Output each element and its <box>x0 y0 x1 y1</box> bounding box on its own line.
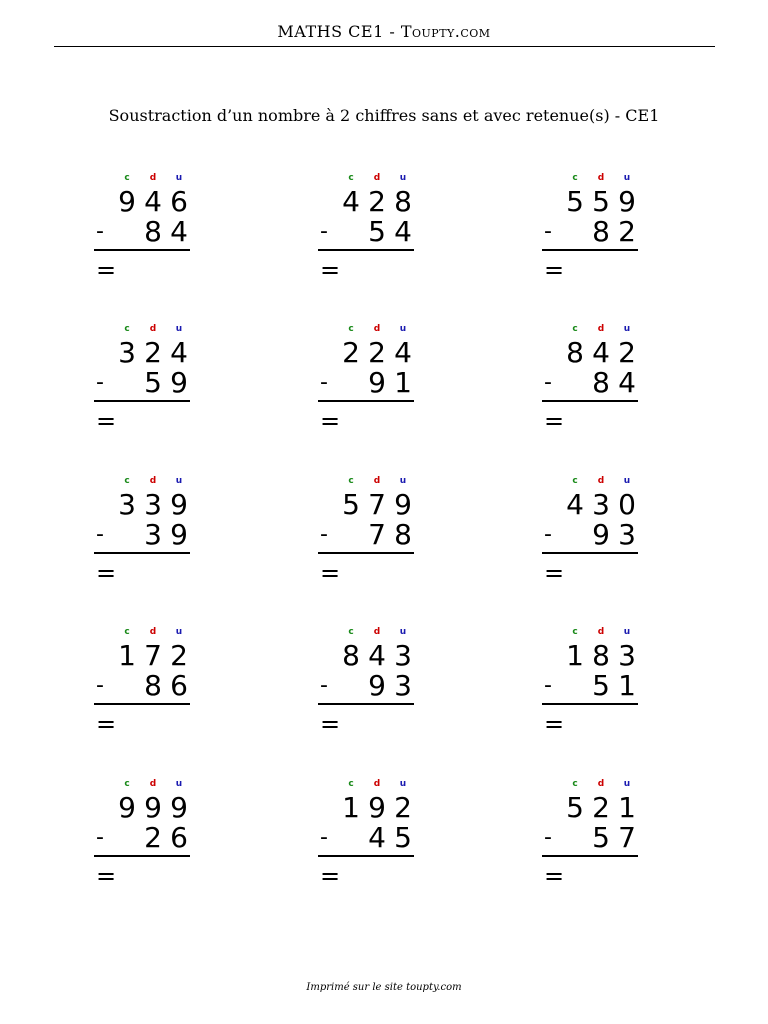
equals-sign: = <box>544 256 565 284</box>
place-label-c: c <box>124 627 130 637</box>
digit: 2 <box>342 336 360 369</box>
equals-sign: = <box>96 559 117 587</box>
digit: 7 <box>368 488 386 521</box>
digit: 3 <box>144 488 162 521</box>
digit: 3 <box>394 669 412 702</box>
digit: 6 <box>170 185 188 218</box>
result-line <box>318 855 414 857</box>
digit: 5 <box>566 185 584 218</box>
result-line <box>318 249 414 251</box>
place-label-c: c <box>348 324 354 334</box>
minuend <box>542 186 662 218</box>
result-line <box>94 249 190 251</box>
place-label-u: u <box>399 324 407 334</box>
place-value-labels <box>94 475 214 487</box>
place-value-labels <box>318 475 438 487</box>
digit: 9 <box>144 791 162 824</box>
digit: 8 <box>566 336 584 369</box>
subtrahend <box>542 519 662 551</box>
equals-sign: = <box>320 407 341 435</box>
equals-sign: = <box>320 710 341 738</box>
minuend <box>542 337 662 369</box>
digit: 4 <box>368 639 386 672</box>
digit: 4 <box>566 488 584 521</box>
minus-sign: - <box>544 522 552 547</box>
minuend <box>318 640 438 672</box>
digit: 4 <box>170 336 188 369</box>
place-label-u: u <box>623 476 631 486</box>
digit: 9 <box>368 669 386 702</box>
digit: 1 <box>618 669 636 702</box>
subtraction-problem <box>318 626 438 746</box>
subtraction-problem <box>318 172 438 292</box>
equals-sign: = <box>544 407 565 435</box>
place-value-labels <box>318 323 438 335</box>
digit: 5 <box>592 185 610 218</box>
place-label-u: u <box>399 779 407 789</box>
subtrahend <box>94 216 214 248</box>
digit: 2 <box>170 639 188 672</box>
minus-sign: - <box>96 673 104 698</box>
equals-sign: = <box>320 256 341 284</box>
result-line <box>318 703 414 705</box>
digit: 2 <box>144 336 162 369</box>
place-label-c: c <box>124 324 130 334</box>
digit: 5 <box>144 366 162 399</box>
subtraction-problem <box>542 778 662 898</box>
subtrahend <box>542 216 662 248</box>
equals-sign: = <box>96 407 117 435</box>
digit: 1 <box>618 791 636 824</box>
place-label-u: u <box>175 476 183 486</box>
place-label-c: c <box>124 779 130 789</box>
subtrahend <box>94 519 214 551</box>
minus-sign: - <box>320 370 328 395</box>
digit: 9 <box>170 791 188 824</box>
subtrahend <box>318 670 438 702</box>
digit: 3 <box>118 336 136 369</box>
digit: 4 <box>618 366 636 399</box>
place-label-u: u <box>175 324 183 334</box>
minuend <box>542 640 662 672</box>
digit: 2 <box>144 821 162 854</box>
place-value-labels <box>542 172 662 184</box>
place-label-d: d <box>149 324 157 334</box>
minus-sign: - <box>96 219 104 244</box>
place-label-c: c <box>348 779 354 789</box>
place-label-d: d <box>373 779 381 789</box>
minuend <box>318 792 438 824</box>
minuend <box>542 489 662 521</box>
digit: 9 <box>368 791 386 824</box>
place-label-u: u <box>623 173 631 183</box>
subtrahend <box>318 519 438 551</box>
place-label-d: d <box>597 324 605 334</box>
digit: 6 <box>170 821 188 854</box>
place-value-labels <box>318 778 438 790</box>
place-label-c: c <box>572 173 578 183</box>
place-label-c: c <box>348 173 354 183</box>
equals-sign: = <box>96 710 117 738</box>
place-label-d: d <box>597 627 605 637</box>
minuend <box>94 640 214 672</box>
digit: 4 <box>394 215 412 248</box>
digit: 4 <box>170 215 188 248</box>
header-title: MATHS CE1 - <box>277 22 401 41</box>
digit: 8 <box>592 639 610 672</box>
place-label-u: u <box>399 476 407 486</box>
minuend <box>94 792 214 824</box>
minus-sign: - <box>96 825 104 850</box>
digit: 2 <box>368 185 386 218</box>
place-label-d: d <box>373 173 381 183</box>
subtraction-problem <box>542 475 662 595</box>
place-label-c: c <box>348 627 354 637</box>
digit: 8 <box>144 669 162 702</box>
digit: 0 <box>618 488 636 521</box>
digit: 7 <box>618 821 636 854</box>
place-label-d: d <box>149 173 157 183</box>
subtrahend <box>542 670 662 702</box>
digit: 8 <box>342 639 360 672</box>
result-line <box>94 855 190 857</box>
place-value-labels <box>542 626 662 638</box>
place-label-u: u <box>399 173 407 183</box>
subtraction-problem <box>542 323 662 443</box>
equals-sign: = <box>320 559 341 587</box>
footer-note: Imprimé sur le site toupty.com <box>306 982 462 993</box>
subtraction-problem <box>542 172 662 292</box>
place-value-labels <box>94 778 214 790</box>
digit: 5 <box>368 215 386 248</box>
place-label-d: d <box>373 476 381 486</box>
subtrahend <box>318 216 438 248</box>
place-label-d: d <box>149 779 157 789</box>
digit: 4 <box>368 821 386 854</box>
digit: 3 <box>592 488 610 521</box>
minus-sign: - <box>544 825 552 850</box>
subtrahend <box>94 670 214 702</box>
result-line <box>542 552 638 554</box>
digit: 1 <box>118 639 136 672</box>
equals-sign: = <box>544 862 565 890</box>
digit: 7 <box>144 639 162 672</box>
result-line <box>94 703 190 705</box>
digit: 1 <box>394 366 412 399</box>
digit: 8 <box>592 215 610 248</box>
result-line <box>542 400 638 402</box>
minus-sign: - <box>96 370 104 395</box>
subtraction-problem <box>94 475 214 595</box>
subtraction-problem <box>94 323 214 443</box>
subtrahend <box>318 367 438 399</box>
minuend <box>94 337 214 369</box>
digit: 3 <box>144 518 162 551</box>
digit: 1 <box>566 639 584 672</box>
digit: 5 <box>592 669 610 702</box>
minus-sign: - <box>544 673 552 698</box>
place-label-u: u <box>175 173 183 183</box>
digit: 9 <box>170 488 188 521</box>
place-label-c: c <box>124 173 130 183</box>
place-label-c: c <box>572 476 578 486</box>
header-site-name: Toupty.com <box>400 22 491 41</box>
subtrahend <box>94 367 214 399</box>
place-label-u: u <box>623 627 631 637</box>
equals-sign: = <box>544 710 565 738</box>
digit: 9 <box>368 366 386 399</box>
digit: 4 <box>342 185 360 218</box>
result-line <box>542 703 638 705</box>
place-label-u: u <box>175 627 183 637</box>
digit: 4 <box>592 336 610 369</box>
subtraction-problem <box>94 778 214 898</box>
digit: 8 <box>394 518 412 551</box>
place-label-c: c <box>572 627 578 637</box>
equals-sign: = <box>96 256 117 284</box>
digit: 3 <box>394 639 412 672</box>
place-label-u: u <box>399 627 407 637</box>
equals-sign: = <box>544 559 565 587</box>
minus-sign: - <box>320 219 328 244</box>
subtraction-problem <box>318 475 438 595</box>
place-label-u: u <box>623 779 631 789</box>
subtrahend <box>318 822 438 854</box>
page-header <box>0 22 768 41</box>
minus-sign: - <box>544 370 552 395</box>
minuend <box>318 186 438 218</box>
result-line <box>542 249 638 251</box>
subtrahend <box>94 822 214 854</box>
place-label-u: u <box>175 779 183 789</box>
digit: 4 <box>394 336 412 369</box>
place-value-labels <box>94 323 214 335</box>
place-label-d: d <box>149 476 157 486</box>
subtrahend <box>542 367 662 399</box>
digit: 2 <box>592 791 610 824</box>
result-line <box>94 400 190 402</box>
place-label-d: d <box>597 173 605 183</box>
digit: 5 <box>342 488 360 521</box>
minus-sign: - <box>320 673 328 698</box>
digit: 9 <box>118 185 136 218</box>
digit: 9 <box>170 366 188 399</box>
equals-sign: = <box>96 862 117 890</box>
place-label-d: d <box>597 779 605 789</box>
subtraction-problem <box>94 172 214 292</box>
subtraction-problem <box>94 626 214 746</box>
digit: 5 <box>592 821 610 854</box>
minus-sign: - <box>96 522 104 547</box>
digit: 2 <box>618 336 636 369</box>
subtraction-problem <box>318 778 438 898</box>
minuend <box>94 186 214 218</box>
digit: 4 <box>144 185 162 218</box>
digit: 5 <box>394 821 412 854</box>
place-label-c: c <box>572 324 578 334</box>
digit: 9 <box>394 488 412 521</box>
result-line <box>94 552 190 554</box>
digit: 2 <box>394 791 412 824</box>
worksheet-title: Soustraction d’un nombre à 2 chiffres sans et avec retenue(s) - CE1 <box>108 106 660 125</box>
place-value-labels <box>542 778 662 790</box>
place-label-d: d <box>373 324 381 334</box>
place-label-c: c <box>348 476 354 486</box>
digit: 3 <box>618 518 636 551</box>
place-value-labels <box>94 626 214 638</box>
digit: 1 <box>342 791 360 824</box>
digit: 2 <box>368 336 386 369</box>
minuend <box>318 489 438 521</box>
subtrahend <box>542 822 662 854</box>
place-label-c: c <box>124 476 130 486</box>
result-line <box>318 552 414 554</box>
place-label-c: c <box>572 779 578 789</box>
subtraction-problem <box>542 626 662 746</box>
place-value-labels <box>542 475 662 487</box>
digit: 9 <box>170 518 188 551</box>
digit: 3 <box>618 639 636 672</box>
equals-sign: = <box>320 862 341 890</box>
digit: 7 <box>368 518 386 551</box>
digit: 9 <box>592 518 610 551</box>
header-divider <box>54 46 715 47</box>
minuend <box>542 792 662 824</box>
place-label-u: u <box>623 324 631 334</box>
digit: 9 <box>118 791 136 824</box>
digit: 8 <box>592 366 610 399</box>
minus-sign: - <box>544 219 552 244</box>
place-value-labels <box>542 323 662 335</box>
subtraction-problem <box>318 323 438 443</box>
digit: 8 <box>394 185 412 218</box>
minus-sign: - <box>320 825 328 850</box>
result-line <box>542 855 638 857</box>
place-value-labels <box>94 172 214 184</box>
minus-sign: - <box>320 522 328 547</box>
minuend <box>318 337 438 369</box>
digit: 8 <box>144 215 162 248</box>
digit: 3 <box>118 488 136 521</box>
digit: 6 <box>170 669 188 702</box>
place-value-labels <box>318 626 438 638</box>
digit: 2 <box>618 215 636 248</box>
place-value-labels <box>318 172 438 184</box>
place-label-d: d <box>149 627 157 637</box>
minuend <box>94 489 214 521</box>
place-label-d: d <box>373 627 381 637</box>
digit: 5 <box>566 791 584 824</box>
result-line <box>318 400 414 402</box>
place-label-d: d <box>597 476 605 486</box>
digit: 9 <box>618 185 636 218</box>
